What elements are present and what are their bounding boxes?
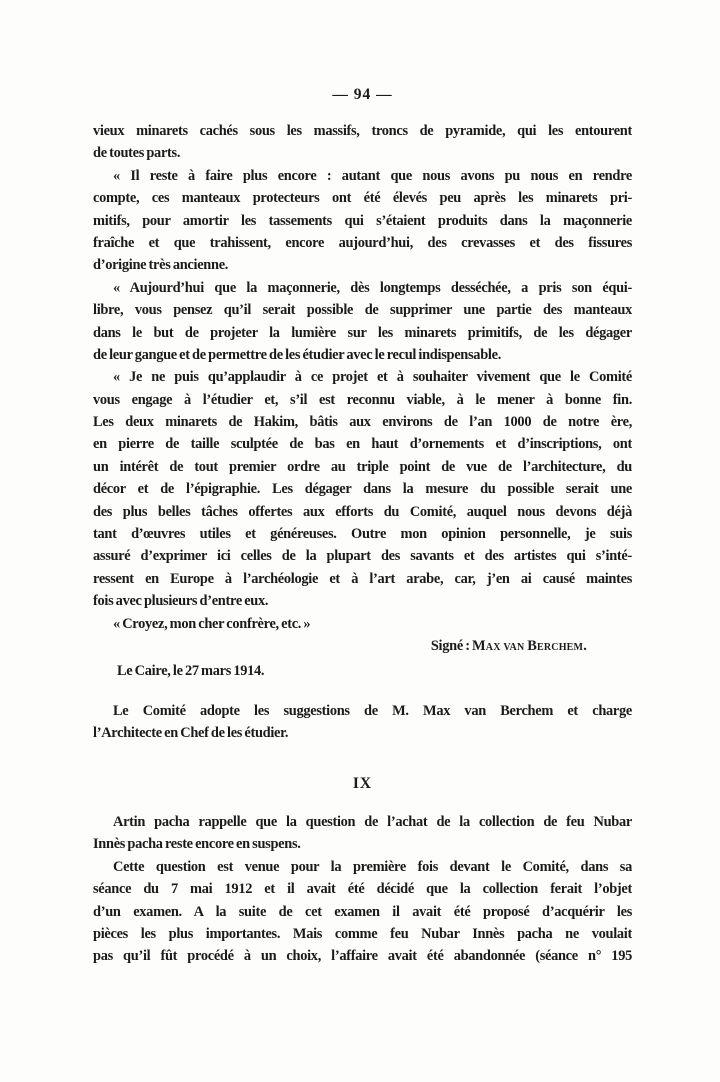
text-line: d’origine très ancienne. (93, 257, 229, 274)
text-line: « Aujourd’hui que la maçonnerie, dès longtemps desséchée, a pris son équi- (113, 279, 632, 296)
text-line: Le Comité adopte les suggestions de M. Max van Berchem et charge (113, 702, 632, 719)
text-line: fois avec plusieurs d’entre eux. (93, 593, 269, 610)
page-number-header: — 94 — (332, 86, 393, 103)
text-line: tant d’œuvres utiles et généreuses. Outre mon opinion personnelle, je suis (93, 526, 632, 543)
text-line: dans le but de projeter la lumière sur les minarets primitifs, de les dégager (93, 324, 632, 341)
dateline: Le Caire, le 27 mars 1914. (117, 663, 265, 680)
text-line: fraîche et que trahissent, encore aujourd’hui, des crevasses et des fissures (93, 234, 632, 251)
text-line: en pierre de taille sculptée de bas en haut d’ornements et d’inscriptions, ont (93, 436, 632, 453)
text-line: pas qu’il fût procédé à un choix, l’affaire avait été abandonnée (séance n° 195 (93, 948, 632, 965)
signature-name: Max van Berchem. (472, 637, 587, 654)
text-line: « Il reste à faire plus encore : autant que nous avons pu nous en rendre (113, 167, 632, 184)
text-line: vieux minarets cachés sous les massifs, troncs de pyramide, qui les entourent (93, 123, 632, 139)
text-line: « Croyez, mon cher confrère, etc. » (113, 615, 311, 632)
text-block (93, 120, 632, 968)
section-heading: IX (352, 774, 373, 792)
text-line: des plus belles tâches offertes aux efforts du Comité, auquel nous devons déjà (93, 503, 632, 520)
text-line: séance du 7 mai 1912 et il avait été décidé que la collection ferait l’objet (93, 881, 632, 898)
text-line: Les deux minarets de Hakim, bâtis aux environs de l’an 1000 de notre ère, (93, 414, 632, 431)
text-line: compte, ces manteaux protecteurs ont été élevés peu après les minarets pri- (93, 190, 632, 207)
text-line: d’un examen. A la suite de cet examen il avait été proposé d’acquérir les (93, 903, 632, 920)
text-line: vous engage à l’étudier et, s’il est reconnu viable, à le mener à bonne fin. (93, 391, 632, 408)
text-line: pièces les plus importantes. Mais comme feu Nubar Innès pacha ne voulait (93, 925, 632, 942)
signature-line (93, 635, 632, 657)
text-line: de leur gangue et de permettre de les étudier avec le recul indispensable. (93, 346, 501, 363)
text-line: ressent en Europe à l’archéologie et à l’art arabe, car, j’en ai causé maintes (93, 570, 632, 587)
text-line: assuré d’exprimer ici celles de la plupart des savants et des artistes qui s’inté- (93, 548, 632, 565)
text-line: Innès pacha reste encore en suspens. (93, 836, 301, 853)
text-line: « Je ne puis qu’applaudir à ce projet et à souhaiter vivement que le Comité (113, 369, 632, 386)
text-line: mitifs, pour amortir les tassements qui s’étaient produits dans la maçonnerie (93, 212, 632, 229)
text-line: libre, vous pensez qu’il serait possible de supprimer une partie des manteaux (93, 302, 632, 319)
text-line: de toutes parts. (93, 145, 181, 162)
signature-prefix: Signé : (430, 637, 472, 654)
text-line: décor et de l’épigraphie. Les dégager dans la mesure du possible serait une (93, 481, 632, 498)
text-line: l’Architecte en Chef de les étudier. (93, 725, 289, 742)
text-line: un intérêt de tout premier ordre au triple point de vue de l’architecture, du (93, 458, 632, 475)
text-line: Artin pacha rappelle que la question de l’achat de la collection de feu Nubar (113, 813, 632, 830)
text-line: Cette question est venue pour la première fois devant le Comité, dans sa (113, 858, 632, 875)
